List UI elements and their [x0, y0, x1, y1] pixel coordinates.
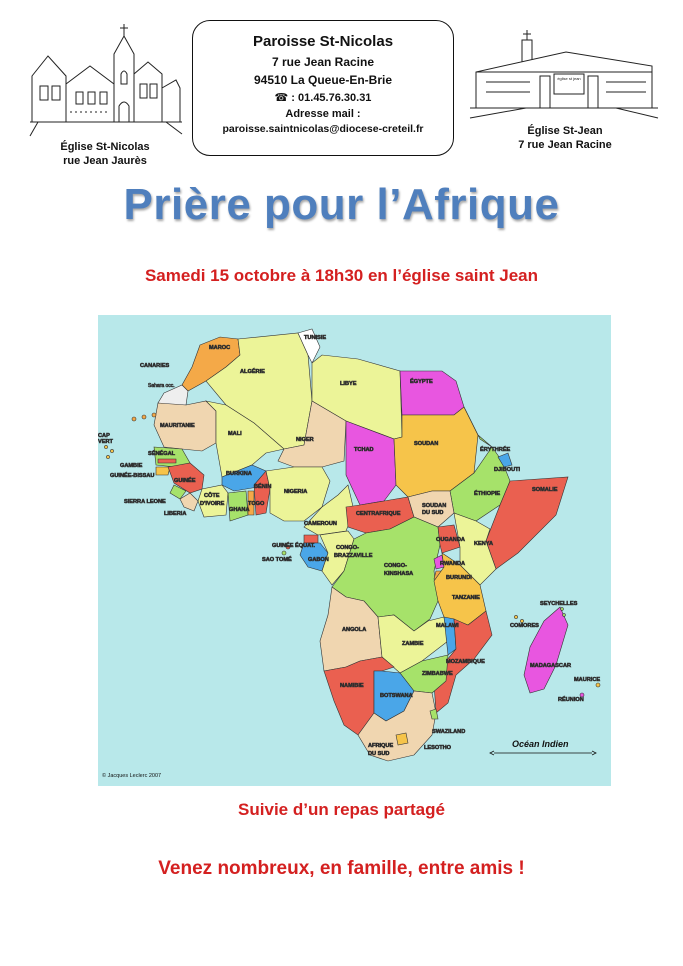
label-angola: ANGOLA — [342, 627, 367, 633]
label-ghana: GHANA — [229, 507, 250, 513]
label-senegal: SÉNÉGAL — [148, 451, 176, 457]
label-afrique-sud-2: DU SUD — [368, 751, 390, 757]
label-tanzanie: TANZANIE — [452, 595, 480, 601]
country-madagascar — [524, 607, 568, 693]
label-namibie: NAMIBIE — [340, 683, 364, 689]
parish-phone: ☎ : 01.45.76.30.31 — [274, 92, 372, 104]
page-title: Prière pour l’Afrique — [123, 180, 560, 229]
label-maroc: MAROC — [209, 345, 231, 351]
label-benin: BÉNIN — [254, 484, 272, 490]
label-rdc-2: KINSHASA — [384, 571, 414, 577]
label-ocean-indien: Océan Indien — [512, 739, 569, 749]
label-botswana: BOTSWANA — [380, 693, 413, 699]
label-soudan-sud-2: DU SUD — [422, 510, 444, 516]
event-date-line: Samedi 15 octobre à 18h30 en l’église saint Jean — [144, 266, 539, 285]
label-cote-ivoire-1: CÔTE — [204, 493, 220, 499]
label-comores: COMORES — [510, 623, 539, 629]
label-nigeria: NIGERIA — [284, 489, 308, 495]
label-reunion: RÉUNION — [558, 697, 584, 703]
label-mauritanie: MAURITANIE — [160, 423, 195, 429]
label-tunisie: TUNISIE — [304, 335, 327, 341]
label-kenya: KENYA — [474, 541, 494, 547]
label-seychelles: SEYCHELLES — [540, 601, 578, 607]
label-cap-vert-2: VERT — [98, 439, 113, 445]
church-st-nicolas-name: Église St-Nicolas — [60, 141, 150, 153]
label-guinee-bissau: GUINÉE-BISSAU — [110, 473, 155, 479]
label-congo-1: CONGO- — [336, 545, 359, 551]
meal-line: Suivie d’un repas partagé — [238, 800, 445, 819]
label-congo-2: BRAZZAVILLE — [334, 553, 373, 559]
church-st-nicolas-sketch — [26, 14, 186, 143]
label-mozambique: MOZAMBIQUE — [446, 659, 485, 665]
label-gambie: GAMBIE — [120, 463, 143, 469]
country-guinee-bissau — [156, 467, 170, 475]
church-st-jean-caption — [490, 124, 640, 152]
country-lesotho — [396, 733, 408, 745]
label-niger: NIGER — [296, 437, 314, 443]
invite-line: Venez nombreux, en famille, entre amis ! — [158, 858, 525, 879]
label-burkina: BURKINA — [226, 471, 252, 477]
label-djibouti: DJIBOUTI — [494, 467, 521, 473]
label-algerie: ALGÉRIE — [240, 369, 265, 375]
label-sao-tome: SAO TOMÉ — [262, 557, 292, 563]
label-sahara: Sahara occ. — [148, 383, 175, 389]
country-egypte — [400, 371, 464, 415]
parish-street: 7 rue Jean Racine — [271, 55, 375, 69]
parish-email-label: Adresse mail : — [285, 108, 361, 120]
parish-contact-box — [192, 20, 454, 156]
country-gambie — [158, 459, 176, 463]
label-cote-ivoire-2: D'IVOIRE — [200, 501, 225, 507]
africa-map — [98, 315, 611, 786]
label-zambie: ZAMBIE — [402, 641, 424, 647]
label-erythree: ÉRYTHRÉE — [480, 447, 511, 453]
map-copyright: © Jacques Leclerc 2007 — [102, 773, 162, 779]
country-ghana — [228, 491, 248, 521]
parish-city: 94510 La Queue-En-Brie — [253, 73, 393, 87]
label-rwanda: RWANDA — [440, 561, 466, 567]
label-lesotho: LESOTHO — [424, 745, 452, 751]
label-liberia: LIBERIA — [164, 511, 187, 517]
church-st-nicolas-caption — [40, 140, 170, 168]
label-cameroun: CAMEROUN — [304, 521, 337, 527]
label-guinee: GUINÉE — [174, 478, 196, 484]
label-canaries: CANARIES — [140, 363, 170, 369]
label-soudan-sud-1: SOUDAN — [422, 503, 447, 509]
label-tchad: TCHAD — [354, 447, 374, 453]
label-zimbabwe: ZIMBABWE — [422, 671, 453, 677]
church-st-jean-name: Église St-Jean — [527, 125, 603, 137]
label-sierra-leone: SIERRA LEONE — [124, 499, 166, 505]
label-mali: MALI — [228, 431, 242, 437]
church-st-jean-sketch — [466, 26, 662, 127]
label-rdc-1: CONGO- — [384, 563, 407, 569]
label-libye: LIBYE — [340, 381, 357, 387]
church-st-nicolas-address: rue Jean Jaurès — [63, 155, 147, 167]
label-maurice: MAURICE — [574, 677, 601, 683]
parish-email[interactable]: paroisse.saintnicolas@diocese-creteil.fr — [222, 123, 424, 135]
church-st-jean-sign: église st jean — [557, 76, 581, 81]
label-ethiopie: ÉTHIOPIE — [474, 491, 501, 497]
label-egypte: ÉGYPTE — [410, 379, 433, 385]
label-centrafrique: CENTRAFRIQUE — [356, 511, 401, 517]
label-somalie: SOMALIE — [532, 487, 558, 493]
label-malawi: MALAWI — [436, 623, 459, 629]
label-ouganda: OUGANDA — [436, 537, 465, 543]
label-burundi: BURUNDI — [446, 575, 472, 581]
parish-name: Paroisse St-Nicolas — [252, 33, 394, 50]
country-guinee-equ — [304, 535, 318, 543]
label-afrique-sud-1: AFRIQUE — [368, 743, 394, 749]
label-madagascar: MADAGASCAR — [530, 663, 572, 669]
label-swaziland: SWAZILAND — [432, 729, 466, 735]
label-guinee-equ: GUINÉE ÉQUAT. — [272, 543, 316, 549]
label-cap-vert-1: CAP — [98, 433, 110, 439]
label-soudan: SOUDAN — [414, 441, 439, 447]
church-st-jean-address: 7 rue Jean Racine — [518, 139, 612, 151]
label-togo: TOGO — [248, 501, 265, 507]
label-gabon: GABON — [308, 557, 329, 563]
